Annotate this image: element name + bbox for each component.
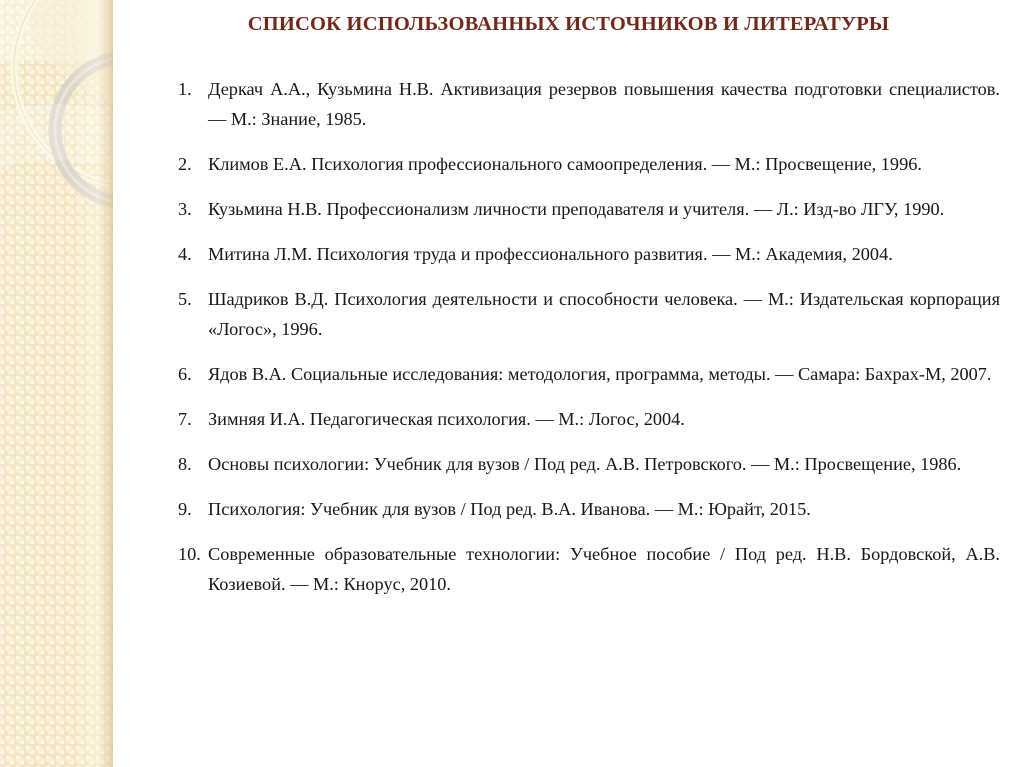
- list-item: [178, 284, 1000, 344]
- list-item-text: Шадриков В.Д. Психология деятельности и способности человека. — М.: Издательская корпорация «Логос», 1996.: [208, 289, 1000, 339]
- sidebar-sheen: [0, 0, 113, 767]
- list-item-number: 6.: [178, 364, 192, 384]
- slide-content: [113, 0, 1024, 767]
- list-item: [178, 404, 1000, 434]
- list-item-text: Митина Л.М. Психология труда и профессионального развития. — М.: Академия, 2004.: [208, 244, 893, 264]
- reference-list: [178, 74, 1000, 599]
- list-item-number: 7.: [178, 409, 192, 429]
- list-item-text: Климов Е.А. Психология профессионального самоопределения. — М.: Просвещение, 1996.: [208, 154, 922, 174]
- list-item-text: Основы психологии: Учебник для вузов / Под ред. А.В. Петровского. — М.: Просвещение, 1986.: [208, 454, 962, 474]
- list-item-text: Современные образовательные технологии: Учебное пособие / Под ред. Н.В. Бордовской, А.В. Козиевой. — М.: Кнорус, 2010.: [208, 544, 1000, 594]
- list-item-text: Кузьмина Н.В. Профессионализм личности преподавателя и учителя. — Л.: Изд-во ЛГУ, 1990.: [208, 199, 945, 219]
- list-item-number: 1.: [178, 79, 192, 99]
- list-item: [178, 149, 1000, 179]
- list-item-number: 3.: [178, 199, 192, 219]
- list-item-number: 10.: [178, 544, 201, 564]
- list-item: [178, 74, 1000, 134]
- list-item-number: 8.: [178, 454, 192, 474]
- list-item: [178, 539, 1000, 599]
- list-item-text: Ядов В.А. Социальные исследования: методология, программа, методы. — Самара: Бахрах-М, 2007.: [208, 364, 992, 384]
- list-item-number: 2.: [178, 154, 192, 174]
- list-item: [178, 449, 1000, 479]
- list-item: [178, 359, 1000, 389]
- list-item: [178, 194, 1000, 224]
- list-item-text: Деркач А.А., Кузьмина Н.В. Активизация резервов повышения качества подготовки специалистов. — М.: Знание, 1985.: [208, 79, 1000, 129]
- list-item: [178, 239, 1000, 269]
- list-item-number: 4.: [178, 244, 192, 264]
- list-item: [178, 494, 1000, 524]
- list-item-number: 5.: [178, 289, 192, 309]
- list-item-number: 9.: [178, 499, 192, 519]
- page-title: СПИСОК ИСПОЛЬЗОВАННЫХ ИСТОЧНИКОВ И ЛИТЕРАТУРЫ: [247, 13, 890, 35]
- list-item-text: Зимняя И.А. Педагогическая психология. — М.: Логос, 2004.: [208, 409, 685, 429]
- decorative-sidebar: [0, 0, 113, 767]
- list-item-text: Психология: Учебник для вузов / Под ред. В.А. Иванова. — М.: Юрайт, 2015.: [208, 499, 811, 519]
